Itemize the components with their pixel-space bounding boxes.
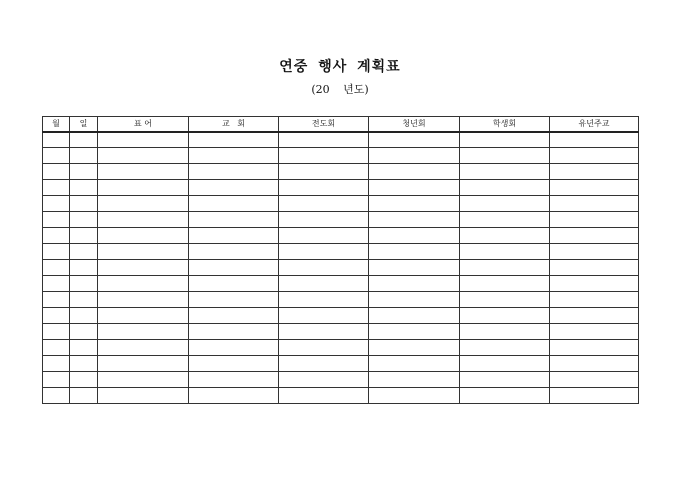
column-header-sunday-school: 유년주교 bbox=[550, 117, 639, 132]
table-cell bbox=[98, 324, 189, 340]
table-cell bbox=[279, 340, 369, 356]
table-cell bbox=[70, 260, 98, 276]
table-cell bbox=[43, 388, 70, 404]
page-title: 연중 행사 계획표 bbox=[279, 59, 401, 75]
table-cell bbox=[98, 340, 189, 356]
table-cell bbox=[279, 132, 369, 148]
table-row bbox=[43, 212, 639, 228]
table-cell bbox=[279, 356, 369, 372]
table-cell bbox=[279, 324, 369, 340]
table-row bbox=[43, 324, 639, 340]
table-cell bbox=[460, 212, 550, 228]
table-cell bbox=[550, 388, 639, 404]
table-cell bbox=[70, 164, 98, 180]
table-cell bbox=[43, 292, 70, 308]
table-cell bbox=[98, 212, 189, 228]
table-cell bbox=[189, 164, 279, 180]
table-cell bbox=[279, 276, 369, 292]
table-cell bbox=[550, 260, 639, 276]
table-cell bbox=[43, 164, 70, 180]
table-cell bbox=[550, 148, 639, 164]
table-row bbox=[43, 340, 639, 356]
page-subtitle: (20 년도) bbox=[311, 83, 369, 96]
table-cell bbox=[369, 212, 460, 228]
table-cell bbox=[550, 180, 639, 196]
table-cell bbox=[70, 132, 98, 148]
table-cell bbox=[460, 276, 550, 292]
column-header-youth-group: 청년회 bbox=[369, 117, 460, 132]
table-cell bbox=[189, 244, 279, 260]
table-cell bbox=[550, 212, 639, 228]
table-cell bbox=[43, 228, 70, 244]
column-header-student-group: 학생회 bbox=[460, 117, 550, 132]
table-cell bbox=[98, 196, 189, 212]
table-cell bbox=[98, 164, 189, 180]
table-body bbox=[43, 132, 639, 404]
table-cell bbox=[189, 324, 279, 340]
table-row bbox=[43, 196, 639, 212]
table-cell bbox=[98, 132, 189, 148]
table-cell bbox=[43, 276, 70, 292]
table-cell bbox=[369, 372, 460, 388]
table-cell bbox=[369, 260, 460, 276]
table-cell bbox=[550, 340, 639, 356]
table-cell bbox=[369, 276, 460, 292]
table-cell bbox=[189, 228, 279, 244]
table-cell bbox=[98, 260, 189, 276]
table-cell bbox=[550, 324, 639, 340]
table-cell bbox=[98, 148, 189, 164]
table-cell bbox=[369, 356, 460, 372]
table-cell bbox=[70, 308, 98, 324]
table-cell bbox=[279, 148, 369, 164]
table-cell bbox=[189, 340, 279, 356]
table-cell bbox=[43, 148, 70, 164]
table-cell bbox=[460, 244, 550, 260]
table-cell bbox=[189, 212, 279, 228]
table-cell bbox=[460, 148, 550, 164]
table-cell bbox=[279, 388, 369, 404]
column-header-month: 월 bbox=[43, 117, 70, 132]
table-row bbox=[43, 260, 639, 276]
table-cell bbox=[369, 132, 460, 148]
table-row bbox=[43, 308, 639, 324]
table-cell bbox=[460, 180, 550, 196]
table-row bbox=[43, 180, 639, 196]
table-cell bbox=[98, 388, 189, 404]
table-cell bbox=[189, 276, 279, 292]
table-cell bbox=[43, 180, 70, 196]
table-cell bbox=[460, 308, 550, 324]
table-cell bbox=[460, 356, 550, 372]
table-cell bbox=[460, 260, 550, 276]
table-cell bbox=[279, 292, 369, 308]
table-cell bbox=[189, 180, 279, 196]
table-cell bbox=[369, 244, 460, 260]
table-cell bbox=[43, 372, 70, 388]
table-cell bbox=[369, 196, 460, 212]
table-row bbox=[43, 164, 639, 180]
table-cell bbox=[70, 180, 98, 196]
table-cell bbox=[279, 180, 369, 196]
table-cell bbox=[189, 372, 279, 388]
table-cell bbox=[43, 244, 70, 260]
column-header-church: 교 회 bbox=[189, 117, 279, 132]
table-cell bbox=[70, 228, 98, 244]
table-cell bbox=[369, 180, 460, 196]
table-cell bbox=[43, 356, 70, 372]
table-cell bbox=[279, 196, 369, 212]
table-cell bbox=[70, 340, 98, 356]
table-cell bbox=[460, 196, 550, 212]
table-cell bbox=[550, 308, 639, 324]
table-cell bbox=[43, 340, 70, 356]
table-cell bbox=[550, 276, 639, 292]
table-row bbox=[43, 132, 639, 148]
annual-event-plan-table bbox=[42, 116, 639, 404]
table-cell bbox=[279, 212, 369, 228]
table-cell bbox=[98, 180, 189, 196]
table-cell bbox=[70, 212, 98, 228]
table-cell bbox=[70, 196, 98, 212]
table-cell bbox=[70, 372, 98, 388]
table-cell bbox=[279, 372, 369, 388]
table-cell bbox=[98, 372, 189, 388]
table-cell bbox=[460, 372, 550, 388]
table-cell bbox=[550, 292, 639, 308]
table-cell bbox=[70, 388, 98, 404]
table-cell bbox=[279, 228, 369, 244]
table-cell bbox=[369, 228, 460, 244]
table-cell bbox=[550, 132, 639, 148]
table-cell bbox=[98, 308, 189, 324]
column-header-motto: 표 어 bbox=[98, 117, 189, 132]
table-cell bbox=[460, 388, 550, 404]
table-cell bbox=[189, 356, 279, 372]
table-cell bbox=[460, 228, 550, 244]
table-cell bbox=[189, 260, 279, 276]
table-cell bbox=[98, 356, 189, 372]
table-cell bbox=[460, 132, 550, 148]
table-cell bbox=[70, 356, 98, 372]
table-cell bbox=[98, 244, 189, 260]
table-row bbox=[43, 388, 639, 404]
table-cell bbox=[279, 260, 369, 276]
table-cell bbox=[70, 148, 98, 164]
table-cell bbox=[189, 148, 279, 164]
table-cell bbox=[369, 324, 460, 340]
table-cell bbox=[189, 132, 279, 148]
table-cell bbox=[189, 308, 279, 324]
table-header-row bbox=[43, 117, 639, 132]
table-cell bbox=[43, 260, 70, 276]
table-row bbox=[43, 356, 639, 372]
table-row bbox=[43, 276, 639, 292]
table-cell bbox=[279, 308, 369, 324]
table-cell bbox=[70, 324, 98, 340]
table-cell bbox=[279, 244, 369, 260]
table-cell bbox=[98, 276, 189, 292]
table-cell bbox=[460, 164, 550, 180]
table-cell bbox=[550, 196, 639, 212]
table-cell bbox=[98, 228, 189, 244]
table-cell bbox=[550, 372, 639, 388]
table-cell bbox=[70, 276, 98, 292]
table-cell bbox=[369, 388, 460, 404]
table-cell bbox=[550, 228, 639, 244]
table-row bbox=[43, 148, 639, 164]
table-cell bbox=[550, 244, 639, 260]
table-cell bbox=[460, 340, 550, 356]
table-cell bbox=[70, 292, 98, 308]
table-cell bbox=[369, 164, 460, 180]
table-row bbox=[43, 228, 639, 244]
table-cell bbox=[279, 164, 369, 180]
table-cell bbox=[550, 164, 639, 180]
table-cell bbox=[43, 308, 70, 324]
column-header-day: 일 bbox=[70, 117, 98, 132]
table-cell bbox=[43, 132, 70, 148]
table-cell bbox=[460, 292, 550, 308]
table-cell bbox=[189, 388, 279, 404]
table-cell bbox=[98, 292, 189, 308]
table-row bbox=[43, 244, 639, 260]
table-row bbox=[43, 292, 639, 308]
table-cell bbox=[369, 340, 460, 356]
table-cell bbox=[550, 356, 639, 372]
table-cell bbox=[43, 324, 70, 340]
table-row bbox=[43, 372, 639, 388]
table-cell bbox=[369, 308, 460, 324]
table-cell bbox=[189, 196, 279, 212]
table-cell bbox=[70, 244, 98, 260]
table-cell bbox=[369, 148, 460, 164]
table-cell bbox=[369, 292, 460, 308]
column-header-mission-society: 전도회 bbox=[279, 117, 369, 132]
table-cell bbox=[460, 324, 550, 340]
table-cell bbox=[43, 196, 70, 212]
table-cell bbox=[189, 292, 279, 308]
table-cell bbox=[43, 212, 70, 228]
